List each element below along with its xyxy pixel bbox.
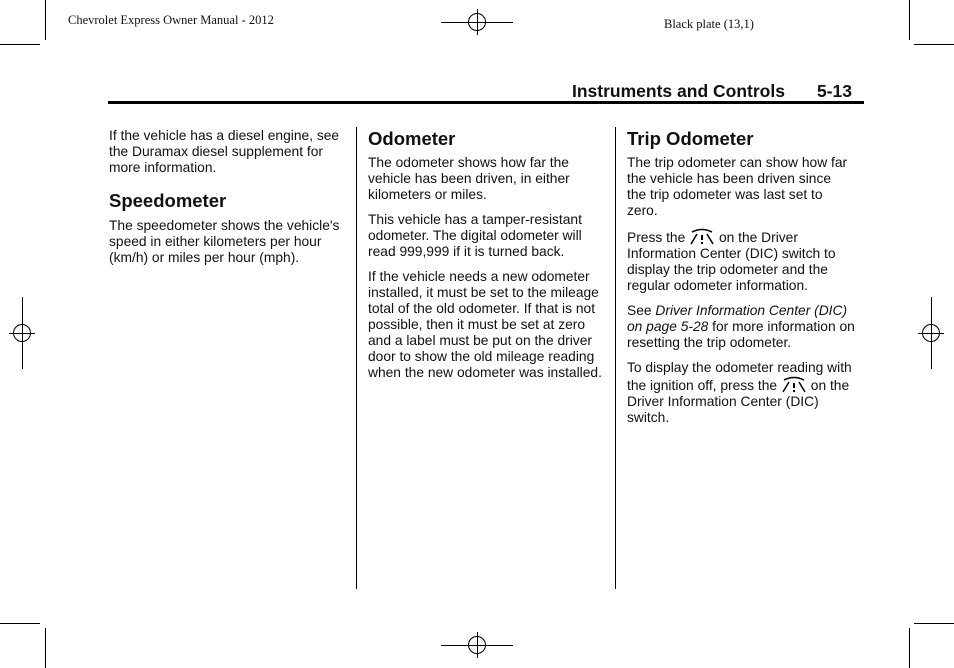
crop-mark — [914, 44, 954, 45]
crop-mark — [0, 623, 40, 624]
crop-mark — [914, 623, 954, 624]
crop-mark — [909, 628, 910, 668]
column-3 — [627, 128, 865, 435]
manual-title: Chevrolet Express Owner Manual - 2012 — [68, 13, 274, 27]
trip-odometer-text-1: The trip odometer can show how far the vehicle has been driven since the trip odometer was last set to zero. — [627, 155, 848, 218]
section-title: Instruments and Controls — [572, 81, 785, 101]
page-number: 5-13 — [816, 81, 852, 101]
dic-cross-reference: Driver Information Center (DIC) on page 5-28 — [627, 303, 848, 334]
diesel-note: If the vehicle has a diesel engine, see the Duramax diesel supplement for more information. — [109, 128, 340, 175]
speedometer-heading: Speedometer — [109, 190, 227, 211]
column-2 — [368, 128, 608, 390]
odometer-heading: Odometer — [368, 128, 456, 149]
column-divider — [356, 127, 357, 589]
trip-odometer-button-icon — [689, 228, 715, 246]
crop-mark — [0, 44, 40, 45]
trip-odometer-heading: Trip Odometer — [627, 128, 754, 149]
crop-mark — [45, 628, 46, 668]
plate-label: Black plate (13,1) — [664, 17, 754, 31]
speedometer-text: The speedometer shows the vehicle's speed in either kilometers per hour (km/h) or miles per hour (mph). — [109, 218, 340, 265]
section-header — [572, 81, 852, 102]
odometer-text-2: This vehicle has a tamper-resistant odometer. The digital odometer will read 999,999 if it is turned back. — [368, 212, 582, 259]
trip-odometer-button-icon — [781, 376, 807, 394]
trip-odometer-text-4: To display the odometer reading with the ignition off, press the on the Driver Information Center (DIC) switch. — [627, 360, 852, 425]
trip-odometer-text-3: See Driver Information Center (DIC) on page 5-28 for more information on resetting the trip odometer. — [627, 303, 855, 350]
column-divider — [615, 127, 616, 589]
odometer-text-1: The odometer shows how far the vehicle has been driven, in either kilometers or miles. — [368, 155, 570, 202]
trip-odometer-text-2: Press the on the Driver Information Center (DIC) switch to display the trip odometer and the regular odometer information. — [627, 230, 836, 293]
crop-mark — [45, 0, 46, 40]
crop-mark — [909, 0, 910, 40]
odometer-text-3: If the vehicle needs a new odometer installed, it must be set to the mileage total of the old odometer. If that is not possible, then it must be set at zero and a label must be put on the driver door to show the old mileage reading when the new odometer was installed. — [368, 269, 602, 380]
header-rule — [108, 101, 864, 104]
column-1 — [109, 128, 349, 275]
